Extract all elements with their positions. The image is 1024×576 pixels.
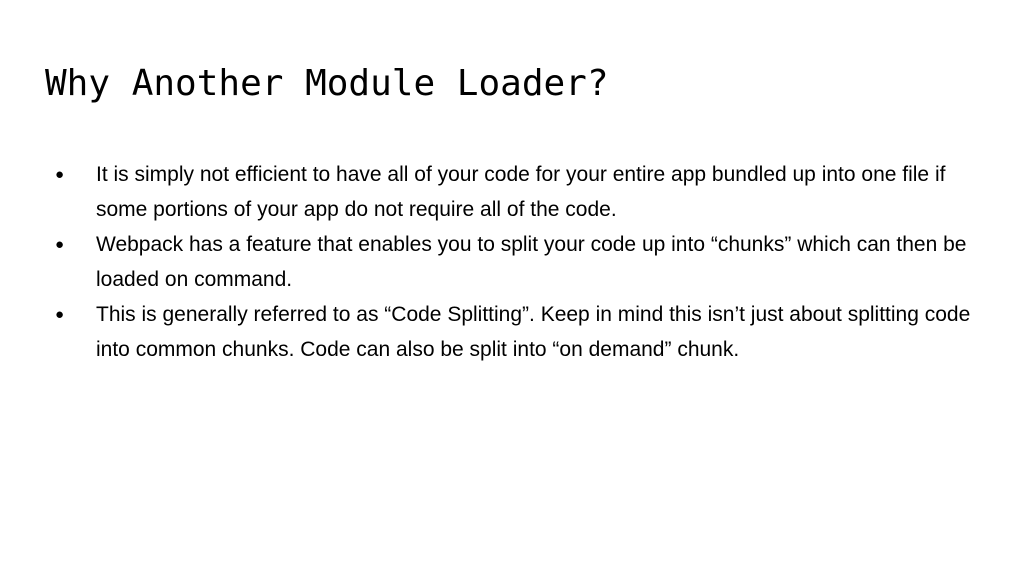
bullet-text: This is generally referred to as “Code Splitting”. Keep in mind this isn’t just about splitting code into common chunks. Code can also be split into “on demand” chunk. [96, 303, 971, 361]
slide-title: Why Another Module Loader? [45, 63, 609, 104]
bullet-text: It is simply not efficient to have all of your code for your entire app bundled up into one file if some portions of your app do not require all of the code. [96, 163, 946, 221]
bullet-item [45, 297, 980, 367]
bullet-item [45, 157, 980, 227]
bullet-dot-icon: ● [55, 236, 65, 253]
bullet-text: Webpack has a feature that enables you to split your code up into “chunks” which can then be loaded on command. [96, 233, 967, 291]
bullet-dot-icon: ● [55, 166, 65, 183]
bullet-list [45, 157, 980, 367]
bullet-item [45, 227, 980, 297]
bullet-dot-icon: ● [55, 306, 65, 323]
